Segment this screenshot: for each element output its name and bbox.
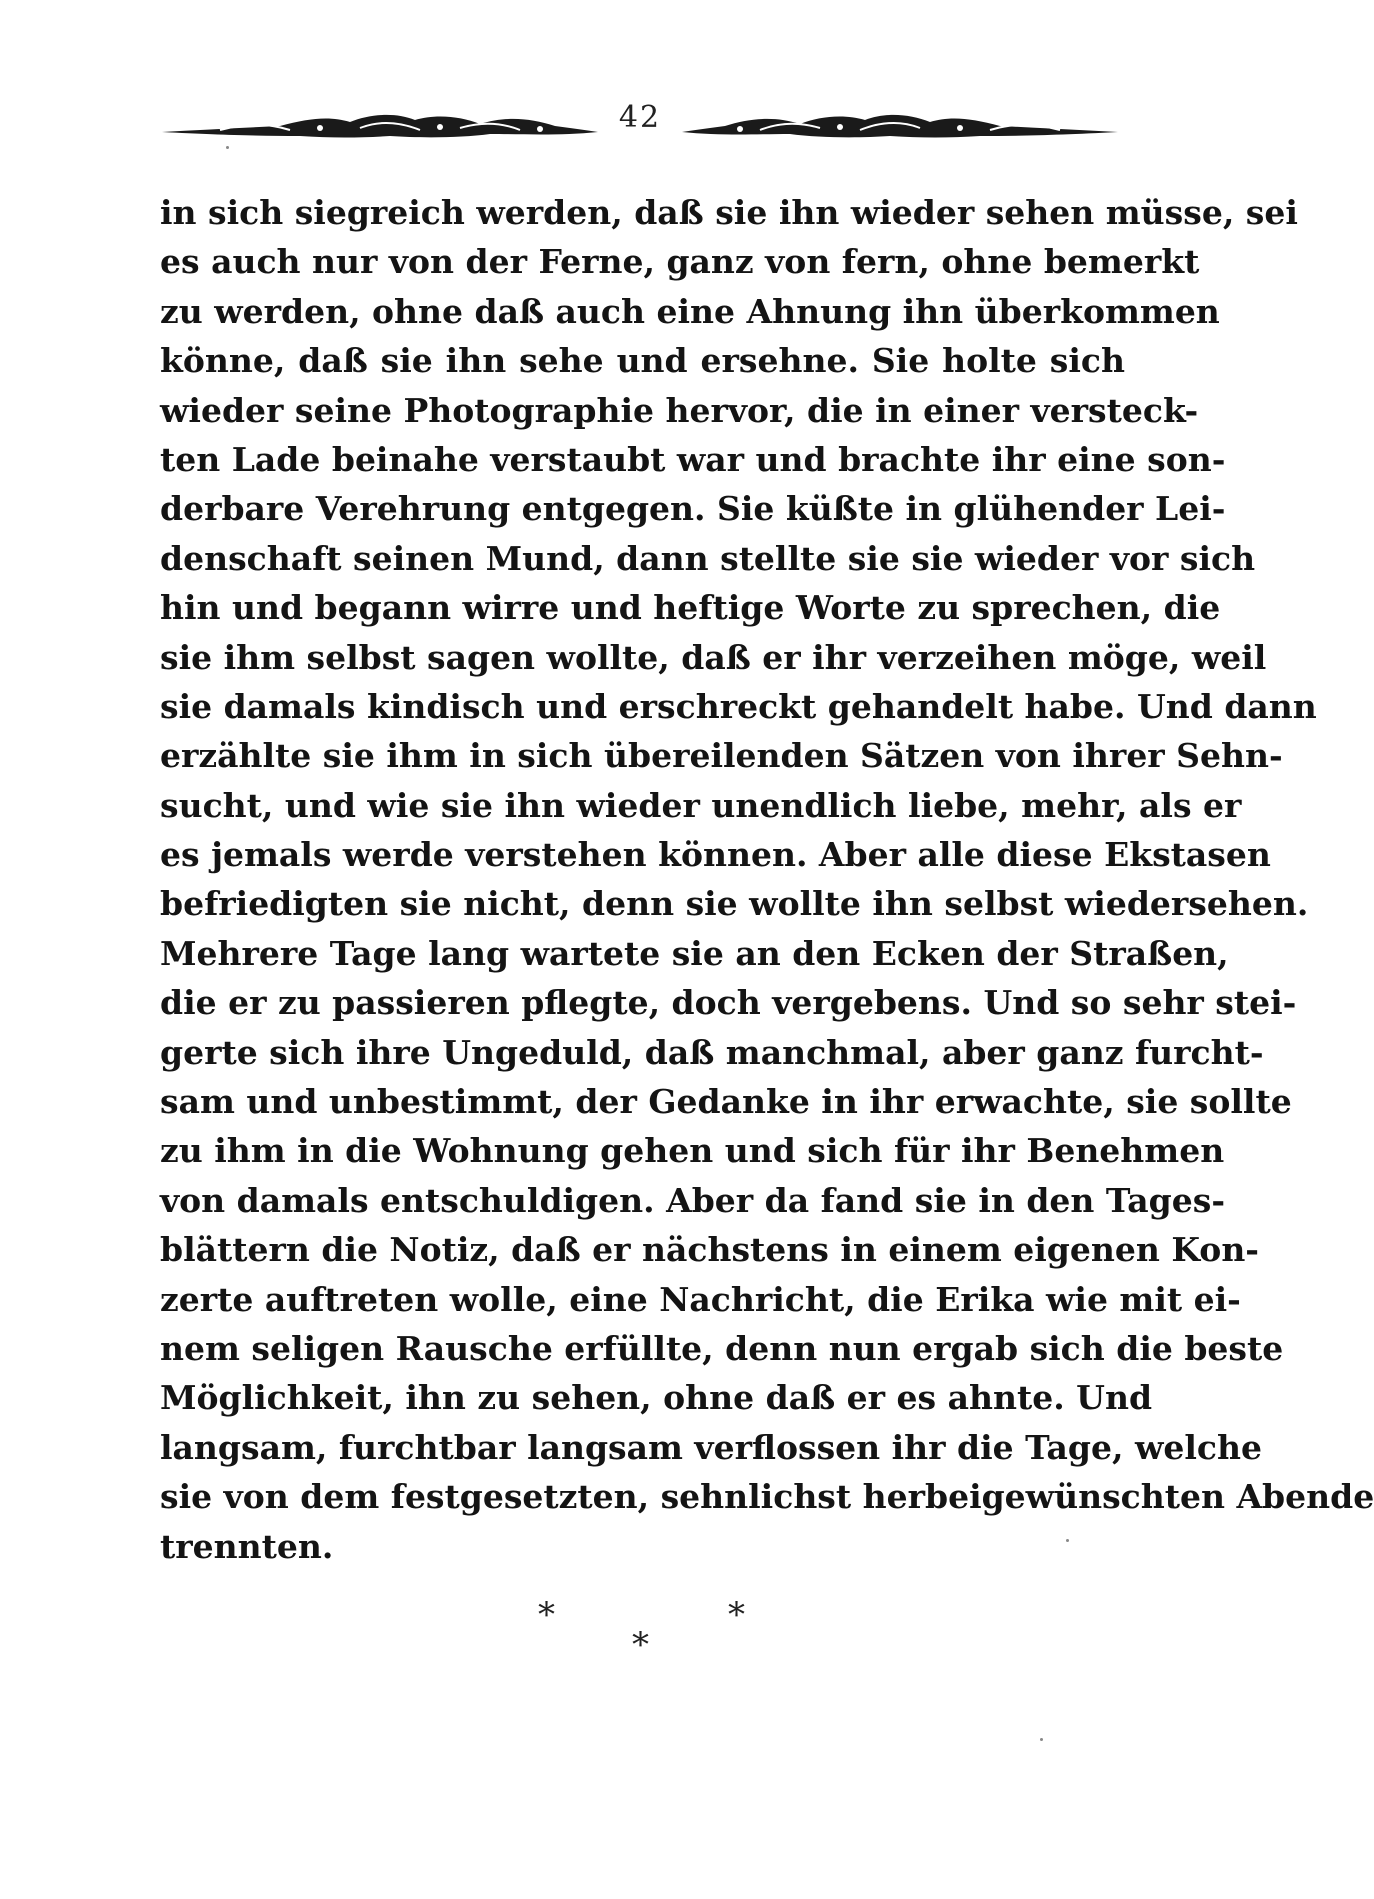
text-line: in sich siegreich werden, daß sie ihn wieder sehen müsse, sei: [160, 193, 1298, 232]
text-line: denschaft seinen Mund, dann stellte sie sie wieder vor sich: [160, 538, 1256, 578]
text-line: zu werden, ohne daß auch eine Ahnung ihn überkommen: [160, 291, 1220, 331]
asterisk-mark: *: [538, 1595, 555, 1635]
text-line: sam und unbestimmt, der Gedanke in ihr erwachte, sie sollte: [160, 1082, 1292, 1122]
text-line: sie damals kindisch und erschreckt gehandelt habe. Und dann: [160, 686, 1317, 726]
text-line: zerte auftreten wolle, eine Nachricht, die Erika wie mit ei-: [160, 1279, 1241, 1319]
text-line: könne, daß sie ihn sehe und ersehne. Sie holte sich: [160, 341, 1125, 381]
text-line: hin und begann wirre und heftige Worte zu sprechen, die: [160, 588, 1221, 628]
text-line: nem seligen Rausche erfüllte, denn nun ergab sich die beste: [160, 1328, 1284, 1368]
text-line: wieder seine Photographie hervor, die in einer versteck-: [160, 390, 1199, 430]
text-line: Mehrere Tage lang wartete sie an den Ecken der Straßen,: [160, 933, 1229, 973]
floral-vine-ornament-icon: [680, 108, 1120, 144]
text-line: sie ihm selbst sagen wollte, daß er ihr verzeihen möge, weil: [160, 637, 1267, 677]
text-line: ten Lade beinahe verstaubt war und brachte ihr eine son-: [160, 439, 1226, 479]
print-speck: [1066, 1539, 1069, 1542]
text-line: derbare Verehrung entgegen. Sie küßte in glühender Lei-: [160, 489, 1226, 529]
print-speck: [1040, 1738, 1043, 1741]
text-line: sie von dem festgesetzten, sehnlichst herbeigewünschten Abende: [160, 1477, 1374, 1517]
text-line: erzählte sie ihm in sich übereilenden Sätzen von ihrer Sehn-: [160, 736, 1283, 776]
body-text: [160, 188, 1374, 1571]
text-line: befriedigten sie nicht, denn sie wollte ihn selbst wiedersehen.: [160, 884, 1309, 924]
section-break-asterism: [0, 1595, 1374, 1675]
text-line: sucht, und wie sie ihn wieder unendlich liebe, mehr, als er: [160, 785, 1242, 825]
text-line: es jemals werde verstehen können. Aber alle diese Ekstasen: [160, 835, 1271, 875]
text-line: Möglichkeit, ihn zu sehen, ohne daß er es ahnte. Und: [160, 1378, 1153, 1418]
text-line: trennten.: [160, 1526, 334, 1566]
page-header: [160, 90, 1120, 150]
text-line: es auch nur von der Ferne, ganz von fern, ohne bemerkt: [160, 242, 1200, 282]
text-line: zu ihm in die Wohnung gehen und sich für ihr Benehmen: [160, 1131, 1225, 1171]
text-line: die er zu passieren pflegte, doch vergebens. Und so sehr stei-: [160, 983, 1297, 1023]
asterisk-mark: *: [632, 1625, 649, 1665]
print-speck: [226, 146, 229, 149]
page-number: 42: [618, 100, 662, 135]
text-line: blättern die Notiz, daß er nächstens in einem eigenen Kon-: [160, 1230, 1260, 1270]
text-line: langsam, furchtbar langsam verflossen ihr die Tage, welche: [160, 1427, 1262, 1467]
text-line: von damals entschuldigen. Aber da fand sie in den Tages-: [160, 1180, 1226, 1220]
text-line: gerte sich ihre Ungeduld, daß manchmal, aber ganz furcht-: [160, 1032, 1264, 1072]
asterisk-mark: *: [728, 1595, 745, 1635]
